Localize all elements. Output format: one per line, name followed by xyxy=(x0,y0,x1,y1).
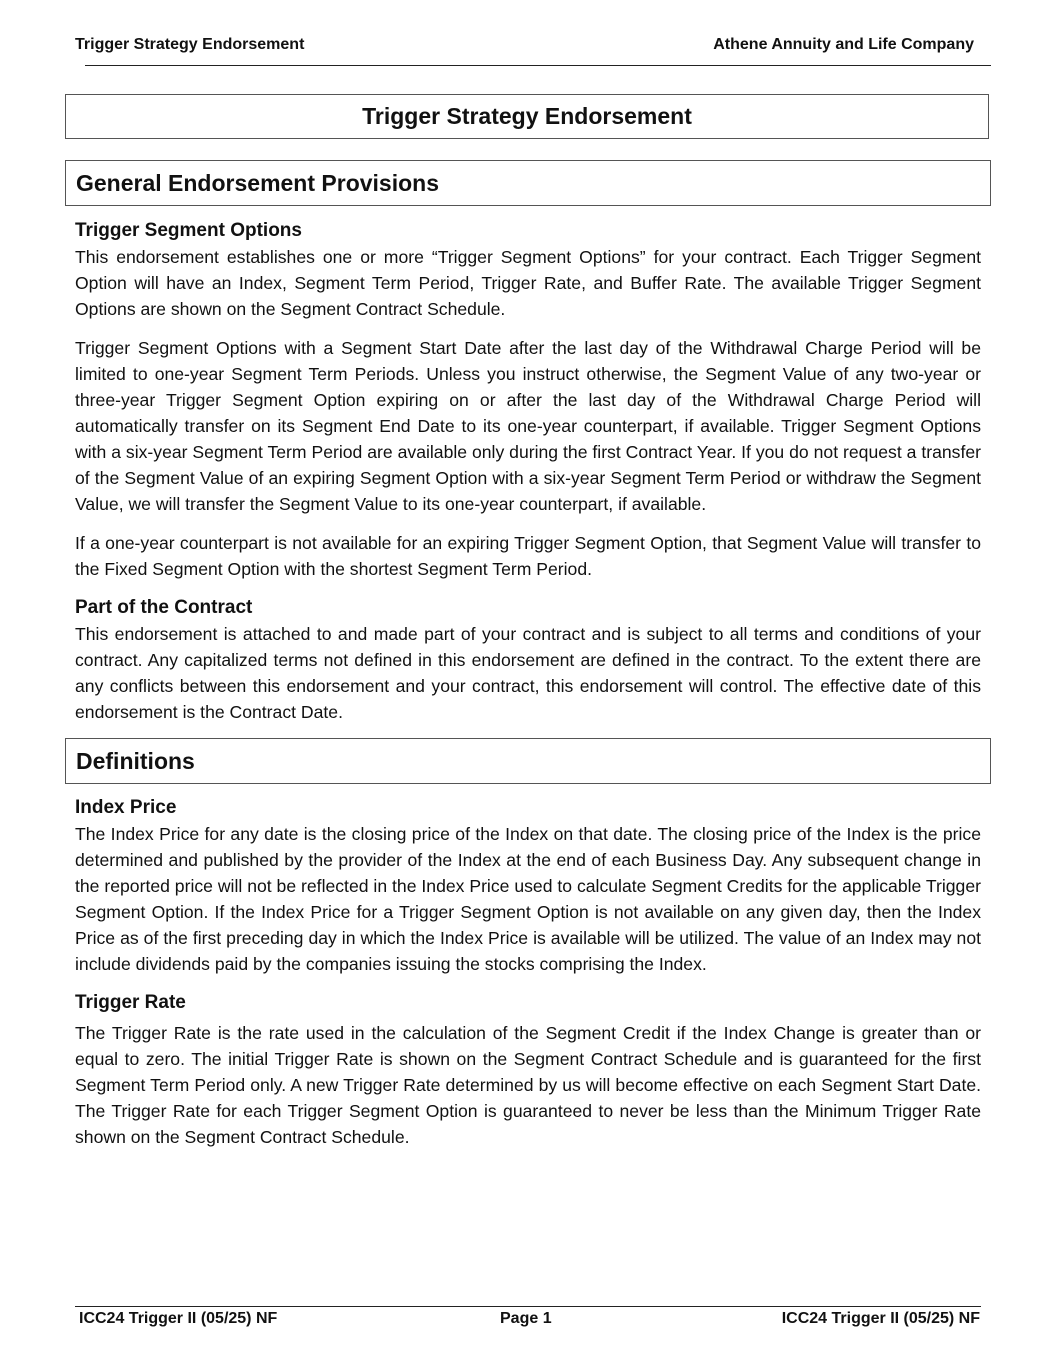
index-price-paragraph: The Index Price for any date is the closing price of the Index on that date. The closing price of the Index is the price determined and published by the provider of the Index at the end of each Business Day. Any subsequent change in the reported price will not be reflected in the Index Price used to calculate Segment Credits for the applicable Trigger Segment Option. If the Index Price for a Trigger Segment Option is not available on any given day, then the Index Price as of the first preceding day in which the Index Price is available will be utilized. The value of an Index may not include dividends paid by the companies issuing the stocks comprising the Index. xyxy=(75,824,981,974)
header-company-name: Athene Annuity and Life Company xyxy=(713,36,974,53)
page-header xyxy=(75,36,974,56)
header-divider xyxy=(85,65,991,66)
section-definitions-header xyxy=(65,738,991,784)
section-title: General Endorsement Provisions xyxy=(76,169,440,196)
trigger-segment-options-paragraph-3: If a one-year counterpart is not available for an expiring Trigger Segment Option, that Segment Value will transfer to the Fixed Segment Option with the shortest Segment Term Period. xyxy=(75,533,981,579)
trigger-rate-heading: Trigger Rate xyxy=(75,992,186,1013)
general-provisions-content xyxy=(75,218,981,738)
trigger-segment-options-paragraph-1: This endorsement establishes one or more “Trigger Segment Options” for your contract. Each Trigger Segment Option will have an Index, Segment Term Period, Trigger Rate, and Buffer Rate. The available Trigger Segment Options are shown on the Segment Contract Schedule. xyxy=(75,247,981,319)
index-price-heading: Index Price xyxy=(75,797,177,818)
section-title: Definitions xyxy=(76,747,195,774)
part-of-contract-paragraph: This endorsement is attached to and made part of your contract and is subject to all terms and conditions of your contract. Any capitalized terms not defined in this endorsement are defined in the contract. To the extent there are any conflicts between this endorsement and your contract, this endorsement will control. The effective date of this endorsement is the Contract Date. xyxy=(75,624,981,722)
footer-form-number-right: ICC24 Trigger II (05/25) NF xyxy=(781,1310,980,1327)
header-left-title: Trigger Strategy Endorsement xyxy=(75,36,305,53)
trigger-segment-options-paragraph-2: Trigger Segment Options with a Segment Start Date after the last day of the Withdrawal Charge Period will be limited to one-year Segment Term Periods. Unless you instruct otherwise, the Segment Value of any two-year or three-year Trigger Segment Option expiring on or after the last day of the Withdrawal Charge Period will automatically transfer on its Segment End Date to its one-year counterpart, if available. Trigger Segment Options with a six-year Segment Term Period are available only during the first Contract Year. If you do not request a transfer of the Segment Value of an expiring Segment Option with a six-year Segment Term Period or withdraw the Segment Value, we will transfer the Segment Value to its one-year counterpart, if available. xyxy=(75,338,981,514)
trigger-segment-options-heading: Trigger Segment Options xyxy=(75,220,302,241)
definitions-content xyxy=(75,795,981,1163)
section-general-provisions-header xyxy=(65,160,991,206)
document-title: Trigger Strategy Endorsement xyxy=(362,103,692,129)
footer-form-number-left: ICC24 Trigger II (05/25) NF xyxy=(79,1310,278,1327)
trigger-rate-paragraph: The Trigger Rate is the rate used in the calculation of the Segment Credit if the Index Change is greater than or equal to zero. The initial Trigger Rate is shown on the Segment Contract Schedule and is guaranteed for the first Segment Term Period only. A new Trigger Rate determined by us will become effective on each Segment Start Date. The Trigger Rate for each Trigger Segment Option is guaranteed to never be less than the Minimum Trigger Rate shown on the Segment Contract Schedule. xyxy=(75,1023,981,1147)
page-number: Page 1 xyxy=(500,1310,552,1327)
page-footer xyxy=(79,1310,980,1330)
part-of-contract-heading: Part of the Contract xyxy=(75,597,253,618)
footer-divider xyxy=(75,1306,981,1307)
document-title-box xyxy=(65,94,989,139)
